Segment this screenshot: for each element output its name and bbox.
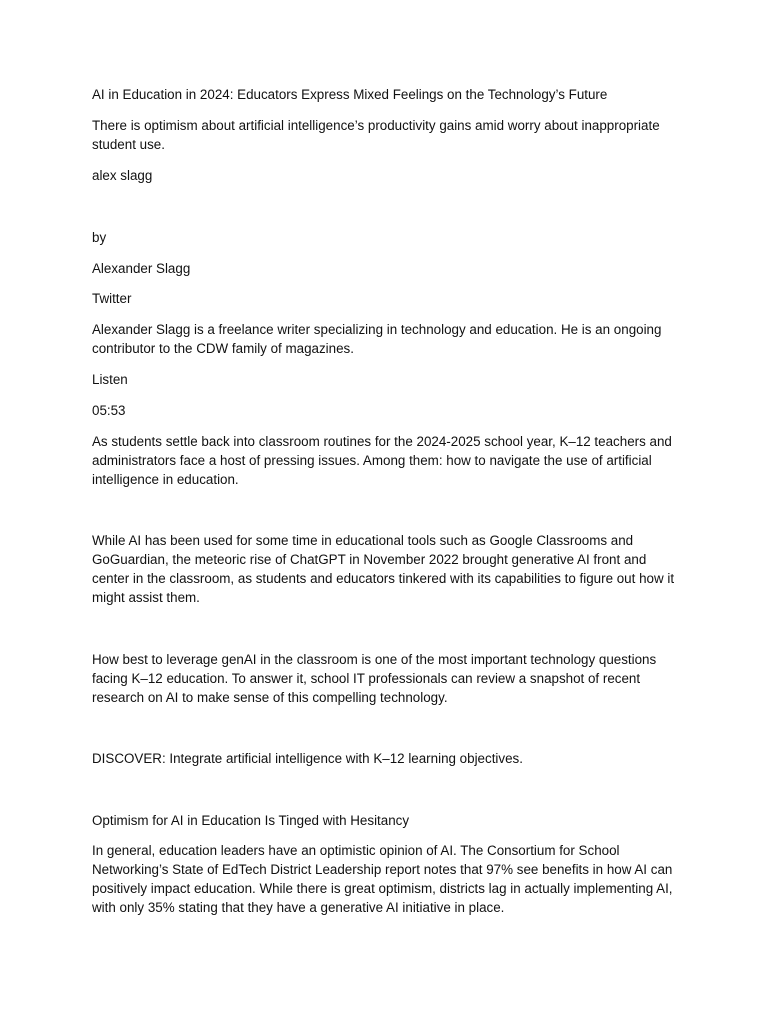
section-heading: Optimism for AI in Education Is Tinged with Hesitancy (92, 813, 410, 828)
listen-label: Listen (92, 372, 128, 387)
body-paragraph-2: While AI has been used for some time in educational tools such as Google Classrooms and GoGuardian, the meteoric rise of ChatGPT in November 2022 brought generative AI front and center in the classroom, as students and educators tinkered with its capabilities to figure out how it might assist them. (92, 533, 675, 605)
author-bio: Alexander Slagg is a freelance writer specializing in technology and education. He is an ongoing contributor to the CDW family of magazines. (92, 322, 662, 356)
author-name: Alexander Slagg (92, 261, 191, 276)
author-social-link: Twitter (92, 291, 132, 306)
image-alt-text: alex slagg (92, 168, 153, 183)
body-paragraph-3: How best to leverage genAI in the classroom is one of the most important technology questions facing K–12 education. To answer it, school IT professionals can review a snapshot of recent research on AI to make sense of this compelling technology. (92, 652, 657, 705)
article-title: AI in Education in 2024: Educators Express Mixed Feelings on the Technology’s Future (92, 87, 608, 102)
body-paragraph-1: As students settle back into classroom routines for the 2024-2025 school year, K–12 teachers and administrators face a host of pressing issues. Among them: how to navigate the use of artificial intelligence in education. (92, 434, 672, 487)
section-paragraph: In general, education leaders have an optimistic opinion of AI. The Consortium for School Networking’s State of EdTech District Leadership report notes that 97% see benefits in how AI can positively impact education. While there is great optimism, districts lag in actually implementing AI, with only 35% stating that they have a generative AI initiative in place. (92, 843, 673, 915)
listen-duration: 05:53 (92, 403, 126, 418)
byline-label: by (92, 230, 107, 245)
article-subtitle: There is optimism about artificial intelligence’s productivity gains amid worry about inappropriate student use. (92, 118, 660, 152)
discover-line: DISCOVER: Integrate artificial intelligence with K–12 learning objectives. (92, 751, 523, 766)
